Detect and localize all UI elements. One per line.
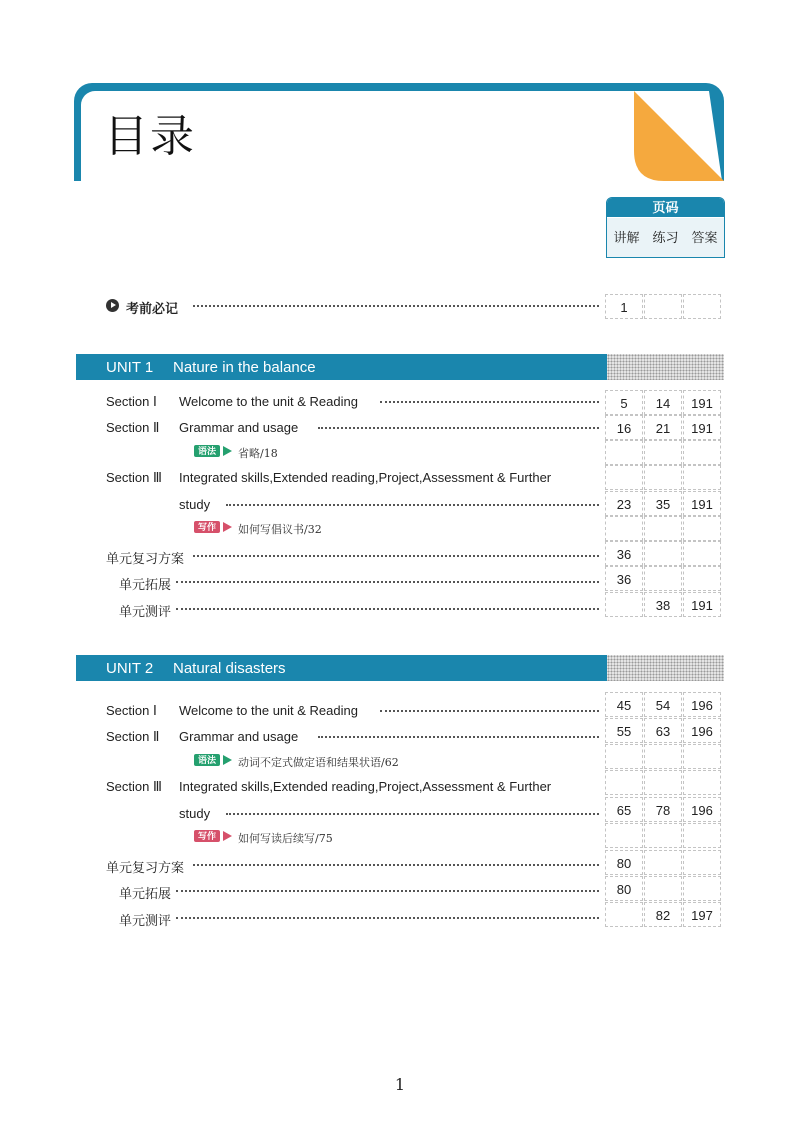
page-column-group-label: 页码: [607, 198, 724, 217]
page-cell: [683, 294, 721, 319]
page-cell: 23: [605, 491, 643, 516]
page-cell: 54: [644, 692, 682, 717]
page-cell: [605, 770, 643, 795]
page-cell: 63: [644, 718, 682, 743]
toc-entry[interactable]: Grammar and usage: [179, 420, 299, 435]
sub-entry[interactable]: 省略/18: [238, 447, 278, 460]
dot-leader: [380, 710, 599, 712]
corner-triangle-decoration: [634, 83, 724, 181]
page-title: 目录: [104, 111, 196, 162]
section-label: Section Ⅱ: [106, 729, 160, 744]
page-cell: [683, 440, 721, 465]
page-cell: [644, 744, 682, 769]
page-cell: 36: [605, 566, 643, 591]
toc-entry[interactable]: 单元测评: [119, 913, 172, 928]
page-cell: [644, 850, 682, 875]
page-cell: 36: [605, 541, 643, 566]
page-cell: [644, 294, 682, 319]
tag-arrow-icon: [223, 446, 232, 456]
page-cell: [605, 465, 643, 490]
dot-leader: [318, 736, 599, 738]
grammar-tag: 语法: [194, 754, 220, 766]
page-cell: [683, 823, 721, 848]
unit-code: UNIT 1: [106, 359, 154, 376]
page-cell: [605, 823, 643, 848]
page-cell: [683, 876, 721, 901]
dot-leader: [193, 305, 599, 307]
sub-entry[interactable]: 如何写倡议书/32: [238, 523, 322, 536]
page-cell: 38: [644, 592, 682, 617]
page-cell: [683, 516, 721, 541]
page-cell: [683, 541, 721, 566]
page-cell: 14: [644, 390, 682, 415]
dot-leader: [226, 504, 599, 506]
page-cell: [644, 823, 682, 848]
page-cell: 196: [683, 797, 721, 822]
page-cell: [644, 516, 682, 541]
page-cell: 1: [605, 294, 643, 319]
sub-entry[interactable]: 动词不定式做定语和结果状语/62: [238, 756, 399, 769]
toc-entry-continuation[interactable]: study: [179, 806, 211, 821]
page-cell: 197: [683, 902, 721, 927]
writing-tag: 写作: [194, 521, 220, 533]
toc-entry[interactable]: 单元测评: [119, 604, 172, 619]
page-cell: [605, 592, 643, 617]
page-cell: 80: [605, 876, 643, 901]
tag-arrow-icon: [223, 522, 232, 532]
page-cell: 16: [605, 415, 643, 440]
page-cell: 5: [605, 390, 643, 415]
page-cell: 80: [605, 850, 643, 875]
page-cell: [605, 516, 643, 541]
page-cell: [644, 440, 682, 465]
dot-leader: [176, 581, 599, 583]
section-label: Section Ⅰ: [106, 703, 157, 718]
page-cell: 191: [683, 390, 721, 415]
page-cell: 191: [683, 491, 721, 516]
page-cell: 45: [605, 692, 643, 717]
writing-tag: 写作: [194, 830, 220, 842]
page-cell: 82: [644, 902, 682, 927]
toc-entry[interactable]: Welcome to the unit & Reading: [179, 394, 358, 409]
dot-leader: [193, 555, 599, 557]
play-icon: [106, 299, 119, 312]
dot-leader: [193, 864, 599, 866]
section-label: Section Ⅲ: [106, 779, 162, 794]
page-cell: [605, 902, 643, 927]
dot-leader: [176, 890, 599, 892]
page-cell: 196: [683, 718, 721, 743]
section-label: Section Ⅲ: [106, 470, 162, 485]
page-cell: [683, 850, 721, 875]
toc-entry[interactable]: Grammar and usage: [179, 729, 299, 744]
page-cell: [644, 876, 682, 901]
page-cell: 55: [605, 718, 643, 743]
dot-leader: [380, 401, 599, 403]
page-cell: [683, 465, 721, 490]
page-cell: 21: [644, 415, 682, 440]
toc-entry[interactable]: 单元复习方案: [106, 860, 185, 875]
page-cell: 65: [605, 797, 643, 822]
unit-2-header[interactable]: [76, 655, 607, 681]
section-label: Section Ⅱ: [106, 420, 160, 435]
page-cell: 191: [683, 415, 721, 440]
toc-entry[interactable]: Integrated skills,Extended reading,Project,Assessment & Further: [179, 470, 552, 485]
dot-leader: [176, 917, 599, 919]
page-cell: [644, 566, 682, 591]
page-cell: 35: [644, 491, 682, 516]
dot-leader: [318, 427, 599, 429]
page-cell: [605, 440, 643, 465]
column-lecture: 讲解: [607, 218, 646, 257]
page-column-header: [606, 197, 725, 258]
page-cell: [605, 744, 643, 769]
halftone-pattern: [607, 354, 724, 380]
unit-title: Nature in the balance: [173, 359, 316, 376]
column-answers: 答案: [685, 218, 724, 257]
halftone-pattern: [607, 655, 724, 681]
grammar-tag: 语法: [194, 445, 220, 457]
page-cell: [644, 465, 682, 490]
page-cell: 191: [683, 592, 721, 617]
page-number: 1: [394, 1075, 406, 1094]
dot-leader: [226, 813, 599, 815]
page-cell: [683, 770, 721, 795]
page-cell: 78: [644, 797, 682, 822]
column-practice: 练习: [646, 218, 685, 257]
page-cell: [644, 541, 682, 566]
unit-title: Natural disasters: [173, 660, 286, 677]
tag-arrow-icon: [223, 831, 232, 841]
page-cell: [683, 566, 721, 591]
unit-1-header[interactable]: [76, 354, 607, 380]
page-cell: [683, 744, 721, 769]
unit-code: UNIT 2: [106, 660, 154, 677]
dot-leader: [176, 608, 599, 610]
page-cell: [644, 770, 682, 795]
toc-entry[interactable]: Integrated skills,Extended reading,Project,Assessment & Further: [179, 779, 552, 794]
page-cell: 196: [683, 692, 721, 717]
toc-entry-prelude[interactable]: 考前必记: [126, 301, 179, 316]
toc-entry[interactable]: Welcome to the unit & Reading: [179, 703, 358, 718]
sub-entry[interactable]: 如何写读后续写/75: [238, 832, 333, 845]
toc-entry[interactable]: 单元拓展: [119, 577, 172, 592]
tag-arrow-icon: [223, 755, 232, 765]
toc-entry-continuation[interactable]: study: [179, 497, 211, 512]
section-label: Section Ⅰ: [106, 394, 157, 409]
toc-entry[interactable]: 单元拓展: [119, 886, 172, 901]
toc-entry[interactable]: 单元复习方案: [106, 551, 185, 566]
